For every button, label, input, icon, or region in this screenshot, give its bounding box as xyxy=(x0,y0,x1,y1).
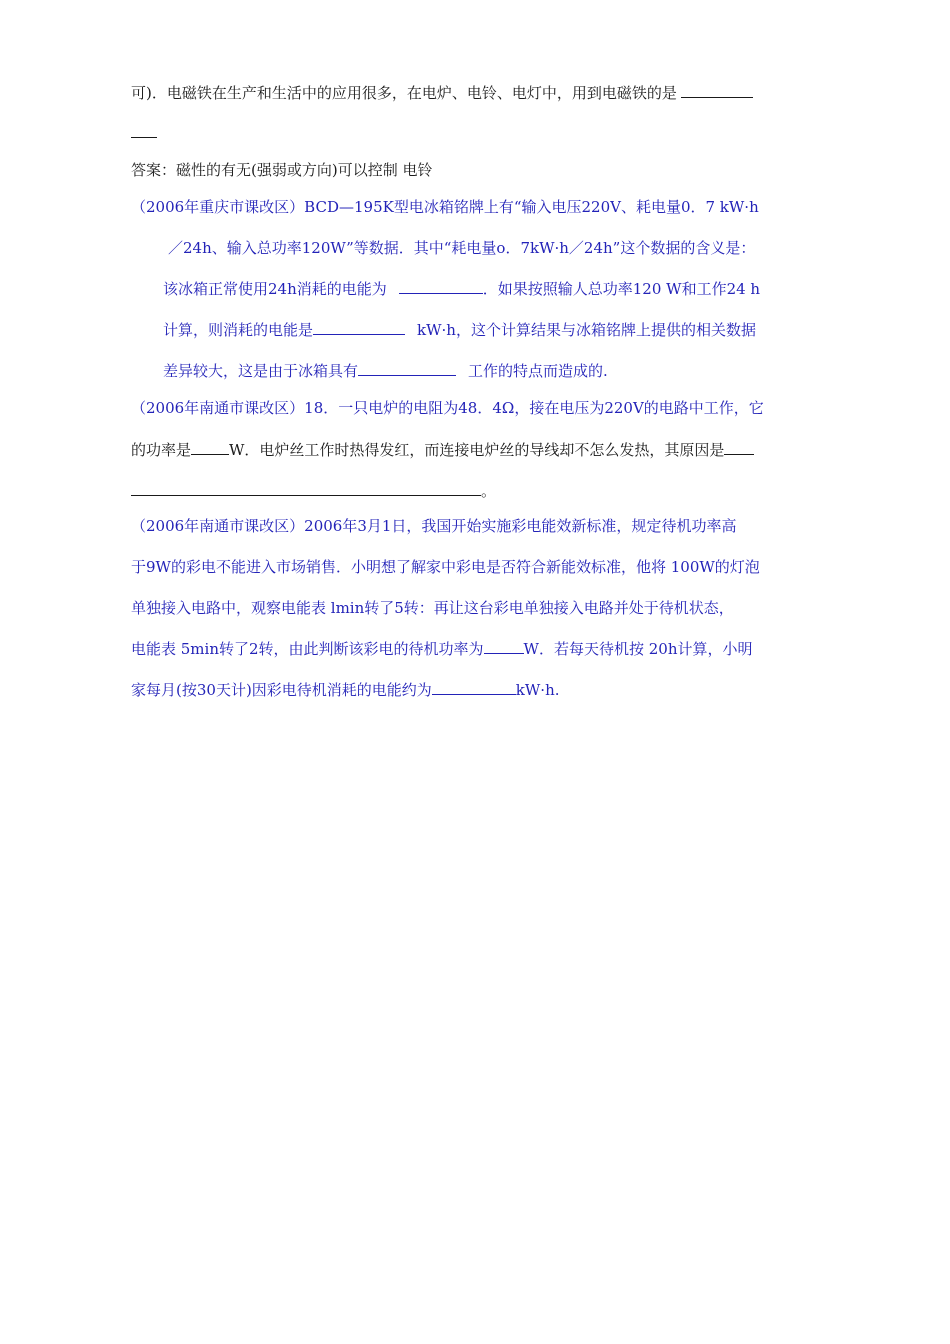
tv-question-text: 电能表 5min转了2转，由此判断该彩电的待机功率为 xyxy=(131,640,484,658)
tv-question-text: 于9W的彩电不能进入市场销售．小明想了解家中彩电是否符合新能效标准，他将 100W的灯泡 xyxy=(131,558,760,576)
tv-question-line-2 xyxy=(131,557,760,577)
answer-blank xyxy=(432,680,516,695)
tv-question-text: （2006年南通市课改区）2006年3月1日，我国开始实施彩电能效新标准，规定待机功率高 xyxy=(131,517,737,535)
answer-blank xyxy=(399,279,483,294)
tv-question-line-1 xyxy=(131,516,736,536)
tv-question-text: kW·h. xyxy=(515,681,560,699)
stove-question-text: W．电炉丝工作时热得发红，而连接电炉丝的导线却不怎么发热，其原因是 xyxy=(229,441,725,459)
tv-question-line-5 xyxy=(131,680,560,700)
answer-blank xyxy=(724,440,754,455)
stove-question-text: （2006年南通市课改区）18．一只电炉的电阻为48．4Ω，接在电压为220V的电路中工作，它 xyxy=(131,399,764,417)
answer-blank-continued xyxy=(131,123,157,138)
stove-question-line-1 xyxy=(131,398,764,418)
continuation-line-2 xyxy=(131,123,157,143)
stove-question-line-3 xyxy=(131,481,496,501)
fridge-question-line-3 xyxy=(163,279,760,299)
fridge-question-text: ／24h、输入总功率120W”等数据．其中“耗电量o．7kW·h／24h”这个数据的含义是： xyxy=(168,239,756,257)
tv-question-line-3 xyxy=(131,598,734,618)
answer-blank xyxy=(358,361,456,376)
answer-blank-continued xyxy=(131,481,481,496)
tv-question-text: 单独接入电路中，观察电能表 lmin转了5转：再让这台彩电单独接入电路并处于待机状态， xyxy=(131,599,734,617)
answer-text: 答案：磁性的有无(强弱或方向)可以控制 电铃 xyxy=(131,161,433,179)
tv-question-text: W．若每天待机按 20h计算，小明 xyxy=(523,640,753,658)
fridge-question-line-2 xyxy=(168,238,755,258)
fridge-question-text: 差异较大，这是由于冰箱具有 xyxy=(163,362,359,380)
fridge-question-line-1 xyxy=(131,197,759,217)
fridge-question-text: 工作的特点而造成的. xyxy=(468,362,608,380)
tv-question-line-4 xyxy=(131,639,752,659)
stove-question-line-2 xyxy=(131,440,754,460)
fridge-question-text: （2006年重庆市课改区）BCD—195K型电冰箱铭牌上有“输入电压220V、耗电量0．7 kW·h xyxy=(131,198,759,216)
answer-blank xyxy=(191,440,229,455)
continuation-text: 可)．电磁铁在生产和生活中的应用很多，在电炉、电铃、电灯中，用到电磁铁的是 xyxy=(131,84,677,102)
stove-question-text: 的功率是 xyxy=(131,441,192,459)
answer-blank xyxy=(313,320,405,335)
fridge-question-text: 计算，则消耗的电能是 xyxy=(163,321,314,339)
fridge-question-line-4 xyxy=(163,320,756,340)
fridge-question-text: kW·h，这个计算结果与冰箱铭牌上提供的相关数据 xyxy=(417,321,756,339)
fridge-question-text: 该冰箱正常使用24h消耗的电能为 xyxy=(163,280,387,298)
answer-blank xyxy=(484,639,524,654)
tv-question-text: 家每月(按30天计)因彩电待机消耗的电能约为 xyxy=(131,681,432,699)
answer-line xyxy=(131,160,432,180)
fridge-question-text: ．如果按照输人总功率120 W和工作24 h xyxy=(482,280,761,298)
continuation-line-1 xyxy=(131,83,753,103)
answer-blank xyxy=(681,83,753,98)
fridge-question-line-5 xyxy=(163,361,608,381)
stove-question-text: 。 xyxy=(481,482,497,500)
